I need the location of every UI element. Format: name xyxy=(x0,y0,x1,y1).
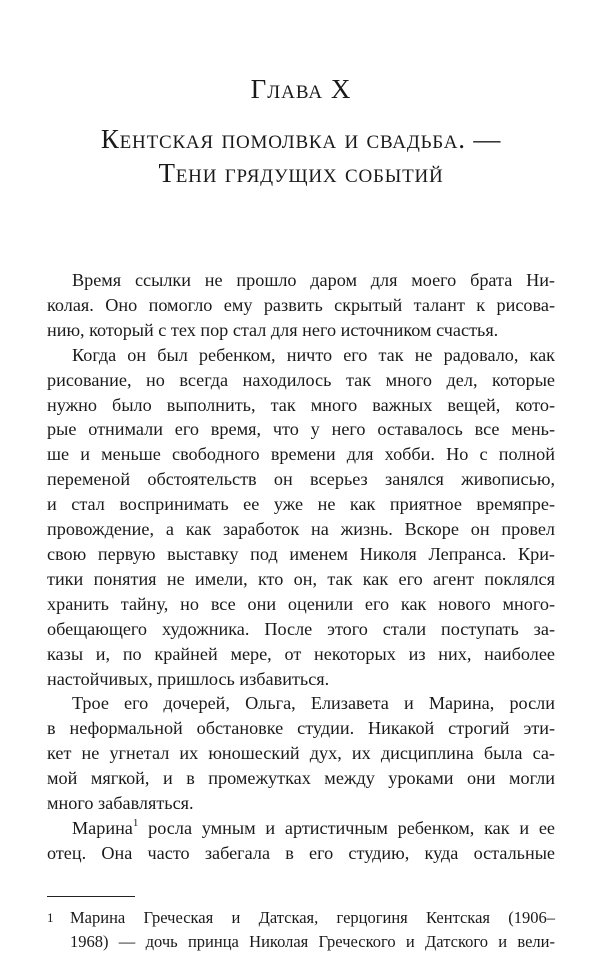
text-line: много забавляться. xyxy=(47,793,194,814)
text-line: настойчивых, пришлось избавиться. xyxy=(47,668,330,689)
text-line: провождение, а как заработок на жизнь. Вскоре он провел xyxy=(47,519,555,540)
chapter-title xyxy=(47,122,555,190)
text-line: обещающего художника. После этого стали поступать за- xyxy=(47,618,555,639)
footnote xyxy=(47,906,555,954)
text-line: в неформальной обстановке студии. Никакой строгий эти- xyxy=(47,718,555,739)
text-line: нию, который с тех пор стал для него источником счастья. xyxy=(47,319,499,340)
footnote-text xyxy=(70,906,555,954)
text-line: ше и меньше свободного времени для хобби. Но с полной xyxy=(47,444,555,465)
text-line: переменой обстоятельств он всерьез занялся живописью, xyxy=(47,469,555,490)
chapter-label: Глава X xyxy=(250,74,352,104)
body-text xyxy=(47,268,555,866)
text-line: отец. Она часто забегала в его студию, куда остальные xyxy=(47,842,555,863)
text-line-marina xyxy=(47,816,555,841)
text-line: кет не угнетал их юношеский дух, их дисциплина была са- xyxy=(47,743,555,764)
footnote-divider xyxy=(47,896,135,897)
text-line: тики понятия не имели, кто он, так как его агент поклялся xyxy=(47,568,555,589)
chapter-title-line-1: Кентская помолвка и свадьба. — xyxy=(100,124,502,154)
text-line: рые отнимали его время, что у него оставалось все мень- xyxy=(47,419,555,440)
text-line: рисование, но всегда находилось так много дел, которые xyxy=(47,369,555,390)
text-line: казы и, по крайней мере, от некоторых из них, наиболее xyxy=(47,643,555,664)
footnote-line: 1968) — дочь принца Николая Греческого и Датского и вели- xyxy=(70,931,555,951)
text-line: свою первую выставку под именем Николя Лепранса. Кри- xyxy=(47,543,555,564)
text-line: хранить тайну, но все они оценили его как нового много- xyxy=(47,593,555,614)
text-fragment: Марина xyxy=(72,817,133,838)
text-line: Время ссылки не прошло даром для моего брата Ни- xyxy=(72,270,555,290)
text-line: нужно было выполнить, так много важных вещей, кото- xyxy=(47,394,555,415)
text-line: мой мягкой, и в промежутках между уроками они могли xyxy=(47,768,555,789)
text-line: Трое его дочерей, Ольга, Елизавета и Марина, росли xyxy=(72,693,555,714)
text-line: колая. Оно помогло ему развить скрытый талант к рисова- xyxy=(47,294,555,315)
text-line: Когда он был ребенком, ничто его так не радовало, как xyxy=(72,344,555,365)
chapter-title-line-2: Тени грядущих событий xyxy=(158,158,444,188)
text-fragment: росла умным и артистичным ребенком, как и ее xyxy=(138,817,555,838)
footnote-line: Марина Греческая и Датская, герцогиня Кентская (1906– xyxy=(70,907,555,927)
text-line: и стал воспринимать ее уже не как приятное времяпре- xyxy=(47,494,555,515)
footnote-ref[interactable]: 1 xyxy=(132,816,139,829)
footnote-number: 1 xyxy=(47,909,54,925)
